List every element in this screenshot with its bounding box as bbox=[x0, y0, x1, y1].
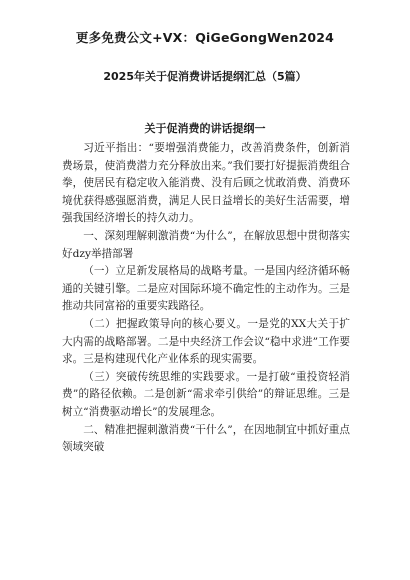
document-title: 2025年关于促消费讲话提纲汇总（5篇） bbox=[103, 70, 307, 83]
paragraph-intro: 习近平指出：“要增强消费能力，改善消费条件，创新消费场景，使消费潜力充分释放出来。”我们要打好提振消费组合拳，使居民有稳定收入能消费、没有后顾之忧敢消费、消费环境优获得感强愿消费，满足人民日益增长的美好生活需要，增强我国经济增长的持久动力。 bbox=[62, 142, 350, 225]
paragraph-point-2: （二）把握政策导向的核心要义。一是党的XX大关于扩大内需的战略部署。二是中央经济工作会议“稳中求进”工作要求。三是构建现代化产业体系的现实需要。 bbox=[62, 317, 350, 366]
paragraph-point-1: （一）立足新发展格局的战略考量。一是国内经济循环畅通的关键引擎。二是应对国际环境不确定性的主动作为。三是推动共同富裕的重要实践路径。 bbox=[62, 265, 350, 313]
document-body bbox=[62, 140, 350, 457]
heading-part-one: 一、深刻理解刺激消费“为什么”，在解放思想中贯彻落实好dzy举措部署 bbox=[62, 229, 350, 260]
paragraph-point-3: （三）突破传统思维的实践要求。一是打破“重投资轻消费”的路径依赖。二是创新“需求牵引供给”的辩证思维。三是树立“消费驱动增长”的发展理念。 bbox=[62, 370, 350, 418]
watermark-header: 更多免费公文+VX：QiGeGongWen2024 bbox=[75, 30, 335, 45]
section-title: 关于促消费的讲话提纲一 bbox=[144, 122, 266, 135]
heading-part-two: 二、精准把握刺激消费“干什么”，在因地制宜中抓好重点领域突破 bbox=[62, 423, 350, 454]
